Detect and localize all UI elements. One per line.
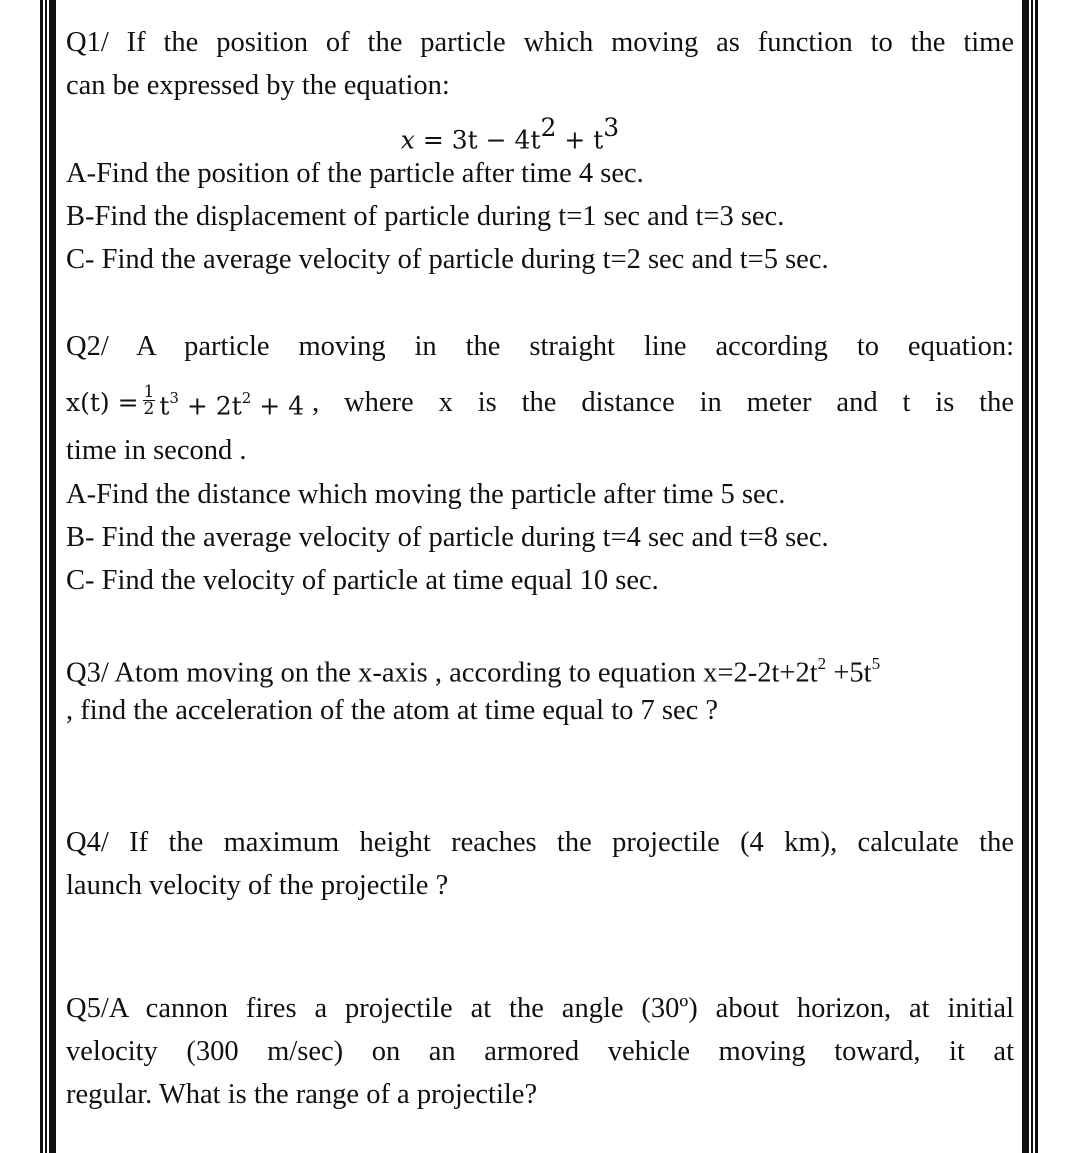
q1-line-1: Q1/ If the position of the particle which moving as function to the time [66, 27, 1014, 58]
page-border-right-middle [1031, 0, 1033, 1153]
q3-line-1: Q3/ Atom moving on the x-axis , according to equation $x=2-2t+2t^2 +5t^5$ [66, 654, 881, 689]
q1-part-b: B-Find the displacement of particle during t=1 sec and t=3 sec. [66, 201, 785, 232]
q5-line-1: Q5/A cannon fires a projectile at the angle (30º) about horizon, at initial [66, 993, 1014, 1024]
q3-line-2: , find the acceleration of the atom at time equal to 7 sec ? [66, 695, 719, 726]
q5-line-2: velocity (300 m/sec) on an armored vehicle moving toward, it at [66, 1036, 1014, 1067]
page-border-right-inner [1022, 0, 1029, 1153]
q1-part-a: A-Find the position of the particle after time 4 sec. [66, 158, 644, 189]
q4-line-2: launch velocity of the projectile ? [66, 870, 449, 901]
q2-line-2 [66, 383, 1014, 423]
q4-line-1: Q4/ If the maximum height reaches the projectile (4 km), calculate the [66, 827, 1014, 858]
q2-part-b: B- Find the average velocity of particle during t=4 sec and t=8 sec. [66, 522, 829, 553]
q1-equation: $x = 3t - 4t^2 + t^3$ [400, 113, 620, 155]
q2-line-3: time in second . [66, 435, 247, 466]
q2-eq-body: $t^3 + 2t^2 + 4$ [159, 389, 305, 421]
q1-line-2: can be expressed by the equation: [66, 70, 450, 101]
q2-part-a: A-Find the distance which moving the particle after time 5 sec. [66, 479, 786, 510]
q2-eq-lhs: x(t) = [66, 388, 139, 418]
q5-line-3: regular. What is the range of a projectile? [66, 1079, 538, 1110]
q1-part-c: C- Find the average velocity of particle during t=2 sec and t=5 sec. [66, 244, 829, 275]
page-border-left-middle [45, 0, 47, 1153]
page-border-left-inner [49, 0, 56, 1153]
page-border-right-outer [1035, 0, 1038, 1153]
page-border-left-outer [40, 0, 43, 1153]
q2-line-1: Q2/ A particle moving in the straight line according to equation: [66, 331, 1014, 362]
q2-line-2-text: , where x is the distance in meter and t is the [312, 387, 1014, 419]
q2-eq-fraction: $\frac{1}{2}$ [143, 381, 155, 419]
q2-part-c: C- Find the velocity of particle at time equal 10 sec. [66, 565, 659, 596]
